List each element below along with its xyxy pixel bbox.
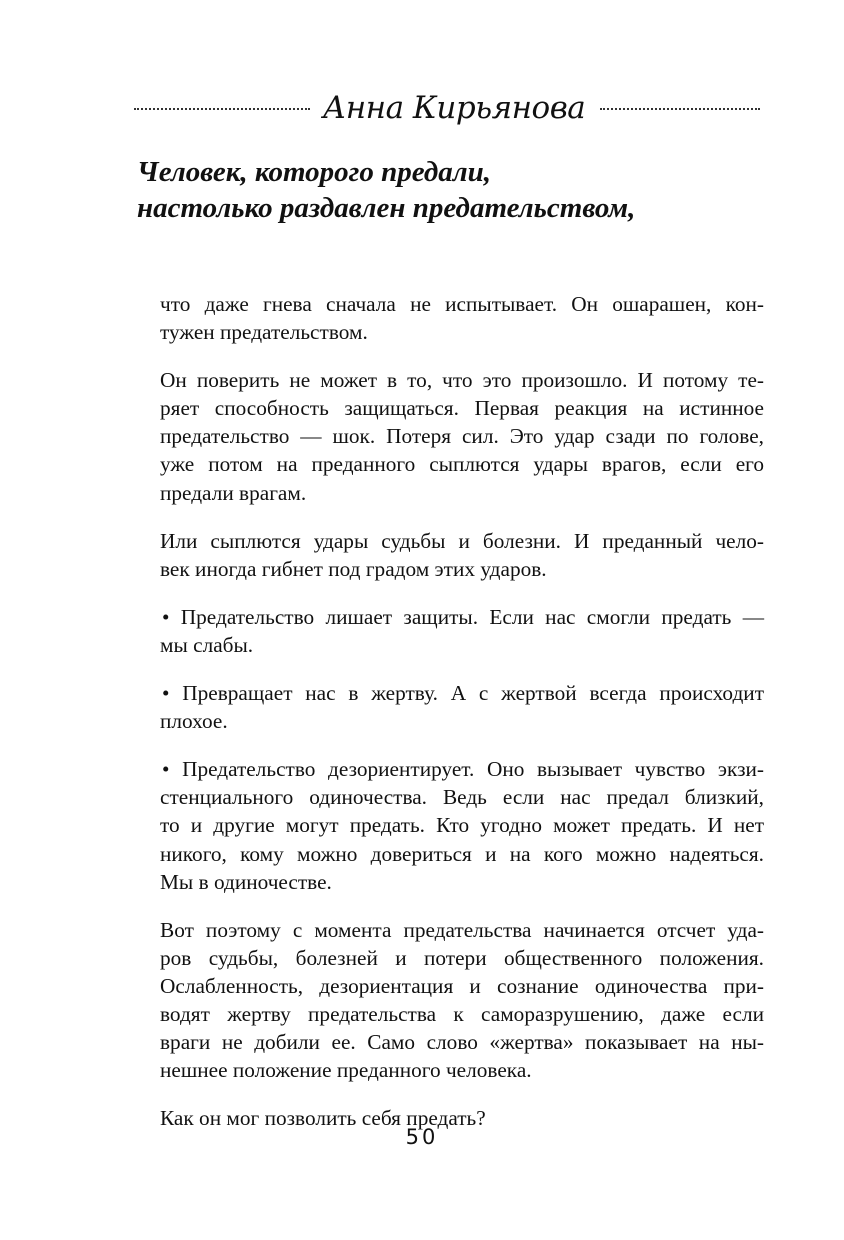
text-line: предательство — шок. Потеря сил. Это удар сзади по голове, — [160, 424, 764, 449]
paragraph — [160, 916, 764, 1085]
text-line: что даже гнева сначала не испытывает. Он ошарашен, кон- — [160, 292, 764, 316]
text-line: ров судьбы, болезней и потери общественного положения. — [160, 945, 764, 970]
text-line: нешнее положение преданного человека. — [160, 1058, 532, 1083]
text-line: водят жертву предательства к саморазрушению, даже если — [160, 1001, 764, 1026]
paragraph — [160, 527, 764, 583]
paragraph — [160, 290, 764, 346]
text-line: • Превращает нас в жертву. А с жертвой всегда происходит — [162, 681, 764, 706]
bullet-paragraph — [160, 755, 764, 895]
text-line: Ослабленность, дезориентация и сознание одиночества при- — [160, 973, 764, 998]
body-text — [160, 290, 764, 1152]
text-line: Мы в одиночестве. — [160, 869, 332, 894]
text-line: плохое. — [160, 709, 228, 734]
text-line: предали врагам. — [160, 480, 307, 505]
bullet-paragraph — [160, 603, 764, 659]
text-line: враги не добили ее. Само слово «жертва» показывает на ны- — [160, 1030, 764, 1055]
author-name: Анна Кирьянова — [322, 90, 586, 126]
text-line: то и другие могут предать. Кто угодно может предать. И нет — [160, 813, 764, 838]
text-line: Как он мог позволить себя предать? — [160, 1106, 486, 1131]
text-line: • Предательство лишает защиты. Если нас смогли предать — — [162, 604, 764, 629]
epigraph-line: Человек, которого предали, — [137, 156, 492, 188]
text-line: тужен предательством. — [160, 320, 368, 345]
text-line: Он поверить не может в то, что это произошло. И потому те- — [160, 368, 764, 393]
header-dotted-rule-right — [600, 108, 760, 110]
bullet-paragraph — [160, 679, 764, 735]
text-line: Вот поэтому с момента предательства начинается отсчет уда- — [160, 917, 764, 942]
text-line: ряет способность защищаться. Первая реакция на истинное — [160, 396, 764, 421]
text-line: • Предательство дезориентирует. Оно вызывает чувство экзи- — [162, 757, 764, 782]
text-line: стенциального одиночества. Ведь если нас предал близкий, — [160, 785, 764, 810]
paragraph — [160, 366, 764, 506]
header-dotted-rule-left — [134, 108, 310, 110]
page-number: 50 — [405, 1125, 439, 1149]
epigraph — [137, 154, 777, 226]
text-line: век иногда гибнет под градом этих ударов. — [160, 556, 547, 581]
running-header — [0, 84, 844, 134]
text-line: Или сыплются удары судьбы и болезни. И преданный чело- — [160, 528, 764, 553]
text-line: никого, кому можно довериться и на кого можно надеяться. — [160, 841, 764, 866]
epigraph-line: настолько раздавлен предательством, — [137, 192, 636, 224]
text-line: мы слабы. — [160, 632, 254, 657]
text-line: уже потом на преданного сыплются удары врагов, если его — [160, 452, 764, 477]
